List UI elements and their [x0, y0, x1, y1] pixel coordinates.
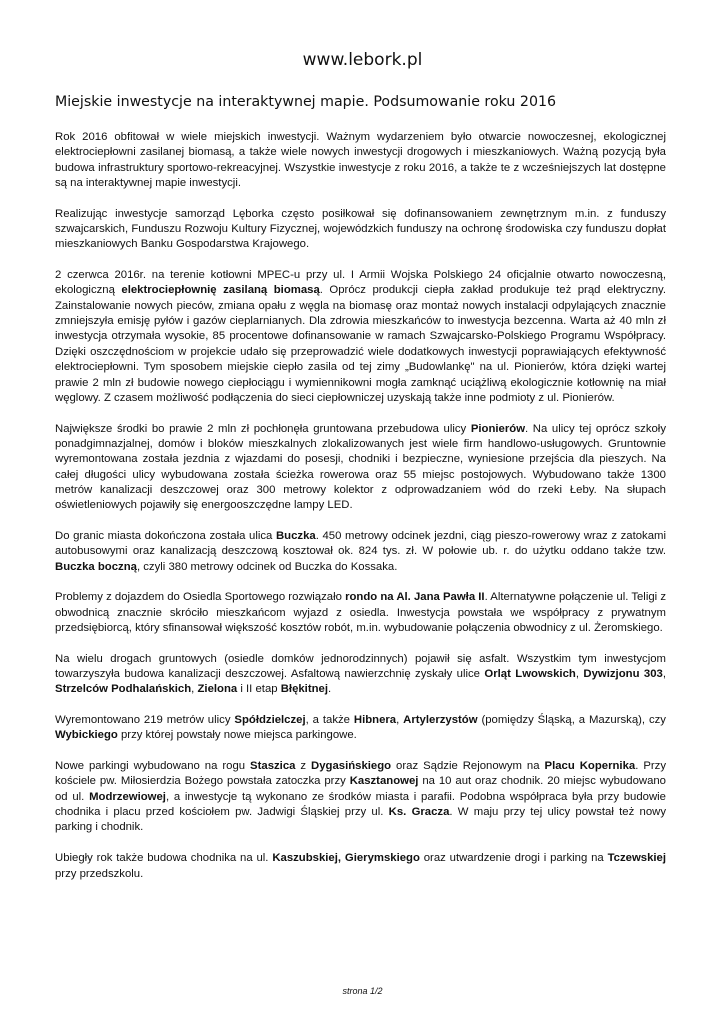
article-paragraph: [55, 268, 666, 406]
paragraph-text: (pomiędzy Śląską, a Mazurską), czy: [477, 714, 666, 727]
paragraph-text: przy której powstały nowe miejsca parkingowe.: [117, 729, 357, 742]
bold-text: Buczka boczną: [55, 560, 137, 573]
article-paragraph: [55, 652, 666, 698]
bold-text: Modrzewiowej: [89, 790, 166, 803]
paragraph-text: .: [328, 683, 332, 696]
paragraph-text: . Alternatywne połączenie ul. Teligi z obwodnicą znacznie skróciło mieszkańcom wyjazd z osiedla. Inwestycja powstała we współpracy z prywatnym przedsiębiorcą, który sfinansował większość kosztów robót, m.in. wybudowanie połączenia obwodnicy z ul. Żeromskiego.: [55, 591, 666, 634]
paragraph-text: . Oprócz produkcji ciepła zakład produkuje też prąd elektryczny. Zainstalowanie nowych pieców, zmiana opału z węgla na biomasę oraz montaż nowych instalacji odpylających znacznie zmniejszyła emisję pyłów i gazów cieplarnianych. Dla zdrowia mieszkańców to inwestycja bezcenna. Warta aż 40 mln zł inwestycja otrzymała wysokie, 85 procentowe dofinansowanie w ramach Szwajcarsko-Polskiego Programu Współpracy. Dzięki oszczędnościom w projekcie udało się przeprowadzić wiele dodatkowych inwestycji poprawiających efektywność elektrociepłowni. Tym sposobem miejskie ciepło zasila od tej zimy „Budowlankę" na ul. Pionierów, która dzięki wartej prawie 2 mln zł budowie nowego ciepłociągu i wymiennikowni mogła zamknąć uciążliwą ekologicznie kotłownię na miał węglowy. Z czasem możliwość podłączenia do sieci ciepłowniczej uzyskają także inne podmioty z ul. Pionierów.: [55, 284, 666, 404]
bold-text: Strzelców Podhalańskich: [55, 683, 192, 696]
page-number: strona 1/2: [342, 986, 383, 996]
paragraph-text: z: [295, 760, 312, 773]
article-title: Miejskie inwestycje na interaktywnej mapie. Podsumowanie roku 2016: [55, 94, 557, 110]
bold-text: Ks. Gracza: [388, 806, 450, 819]
paragraph-text: Rok 2016 obfitował w wiele miejskich inwestycji. Ważnym wydarzeniem było otwarcie nowoczesnej, ekologicznej elektrociepłowni zasilanej biomasą, a także wiele nowych inwestycji drogowych i mieszkaniowych. Ważną pozycją była budowa infrastruktury sportowo-rekreacyjnej. Wszystkie inwestycje z roku 2016, a także te z wcześniejszych lat dostępne są na interaktywnej mapie inwestycji.: [55, 131, 666, 190]
bold-text: Błękitnej: [280, 683, 328, 696]
article-paragraph: [55, 422, 666, 514]
article-paragraph: [55, 851, 666, 882]
paragraph-text: przy przedszkolu.: [55, 867, 144, 880]
paragraph-text: ,: [396, 714, 404, 727]
paragraph-text: 2 czerwca 2016r. na terenie kotłowni MPEC-u przy ul. I Armii Wojska Polskiego 24 oficjalnie otwarto nowoczesną, ekologiczną: [55, 269, 666, 297]
paragraph-text: ,: [662, 668, 666, 681]
paragraph-text: ,: [191, 683, 198, 696]
paragraph-text: Nowe parkingi wybudowano na rogu: [55, 760, 251, 773]
paragraph-text: Do granic miasta dokończona została ulica: [55, 529, 276, 542]
paragraph-text: . W maju przy tej ulicy powstał też nowy parking i chodnik.: [55, 806, 666, 834]
paragraph-text: ,: [575, 668, 584, 681]
paragraph-text: Na wielu drogach gruntowych (osiedle domków jednorodzinnych) pojawił się asfalt. Wszystkim tym inwestycjom towarzyszyła budowa kanalizacji deszczowej. Asfaltową nawierzchnię zyskały ulice: [55, 652, 666, 681]
paragraph-text: i II etap: [237, 683, 281, 696]
paragraph-text: Realizując inwestycje samorząd Lęborka często posiłkował się dofinansowaniem zewnętrznym m.in. z funduszy szwajcarskich, Funduszu Rozwoju Kultury Fizycznej, wojewódzkich funduszy na ochronę środowiska czy funduszu dopłat mieszkaniowych Banku Gospodarstwa Krajowego.: [55, 207, 666, 251]
bold-text: Tczewskiej: [607, 852, 666, 865]
bold-text: Kaszubskiej, Gierymskiego: [272, 852, 420, 865]
article-paragraph: [55, 713, 666, 744]
paragraph-text: . Na ulicy tej oprócz szkoły ponadgimnazjalnej, domów i bloków mieszkalnych zlokalizowanych jest wiele firm handlowo-usługowych. Gruntownie wyremontowana została jezdnia z wjazdami do posesji, chodniki i bezpieczne, wyniesione przejścia dla pieszych. Na całej długości ulicy wybudowana została ścieżka rowerowa oraz 55 miejsc postojowych. Wybudowano także 1300 metrów kanalizacji deszczowej oraz 300 metrowy kolektor z odprowadzaniem wód do rzeki Łeby. Na słupach oświetleniowych pojawiły się energooszczędne lampy LED.: [55, 422, 666, 512]
paragraph-text: Wyremontowano 219 metrów ulicy: [55, 714, 235, 727]
paragraph-text: na 10 aut oraz chodnik. 20 miejsc wybudowano od ul.: [55, 775, 666, 803]
paragraph-text: . 450 metrowy odcinek jezdni, ciąg pieszo-rowerowy wraz z zatokami autobusowymi oraz kanalizacją deszczową kosztował ok. 824 tys. zł. W połowie ub. r. do użytku oddano także tzw.: [55, 529, 667, 558]
paragraph-text: Ubiegły rok także budowa chodnika na ul.: [55, 852, 273, 865]
paragraph-text: , czyli 380 metrowy odcinek od Buczka do Kossaka.: [136, 560, 398, 573]
article-paragraph: [55, 759, 666, 836]
bold-text: Pionierów: [470, 422, 526, 435]
bold-text: rondo na Al. Jana Pawła II: [345, 591, 485, 604]
article-paragraph: [55, 207, 666, 253]
bold-text: Hibnera: [353, 714, 397, 727]
bold-text: Artylerzystów: [403, 714, 478, 727]
bold-text: Zielona: [197, 683, 238, 696]
paragraph-text: oraz utwardzenie drogi i parking na: [419, 852, 608, 865]
bold-text: Buczka: [275, 529, 316, 542]
site-url[interactable]: www.lebork.pl: [302, 50, 423, 70]
paragraph-text: oraz Sądzie Rejonowym na: [391, 760, 545, 773]
bold-text: Placu Kopernika: [544, 760, 636, 773]
bold-text: Spółdzielczej: [234, 714, 306, 727]
bold-text: Wybickiego: [55, 729, 118, 742]
article-body: [55, 130, 666, 897]
bold-text: Dywizjonu 303: [583, 668, 663, 681]
article-paragraph: [55, 590, 666, 636]
article-paragraph: [55, 130, 666, 191]
bold-text: Kasztanowej: [349, 775, 419, 788]
paragraph-text: Największe środki bo prawie 2 mln zł pochłonęła gruntowana przebudowa ulicy: [55, 422, 471, 435]
article-paragraph: [55, 529, 666, 575]
bold-text: Orląt Lwowskich: [484, 668, 576, 681]
paragraph-text: . Przy kościele pw. Miłosierdzia Bożego powstała zatoczka przy: [55, 760, 667, 788]
paragraph-text: Problemy z dojazdem do Osiedla Sportowego rozwiązało: [55, 591, 346, 604]
paragraph-text: , a inwestycje tą wykonano ze środków miasta i parafii. Podobna współpraca była przy budowie chodnika i placu przed kościołem pw. Jadwigi Śląskiej przy ul.: [55, 790, 666, 819]
bold-text: Staszica: [250, 760, 296, 773]
bold-text: elektrociepłownię zasilaną biomasą: [121, 284, 320, 297]
bold-text: Dygasińskiego: [311, 760, 392, 773]
paragraph-text: , a także: [305, 714, 354, 727]
